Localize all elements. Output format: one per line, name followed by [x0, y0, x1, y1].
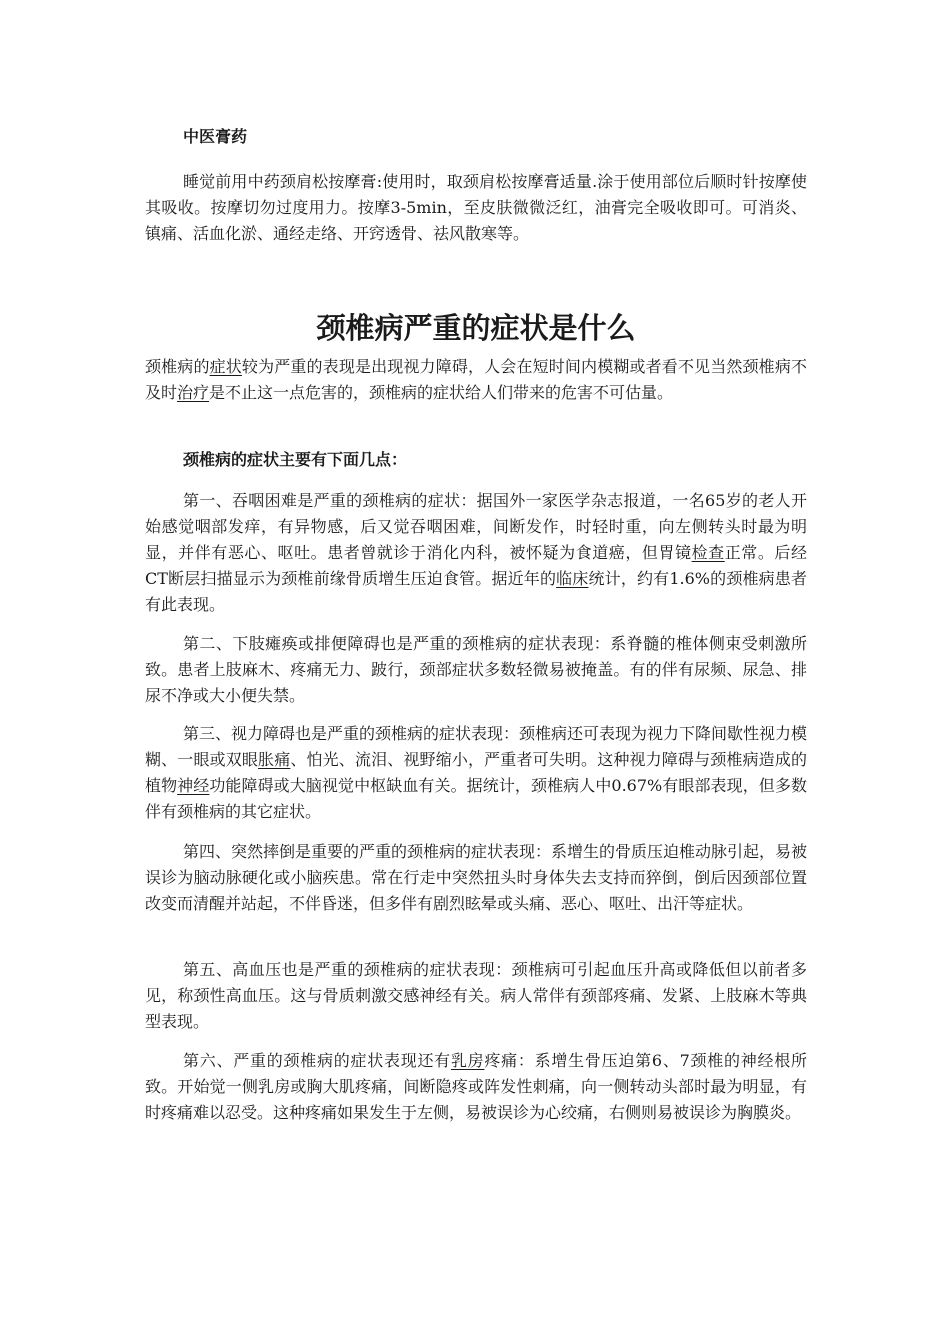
link-nerve[interactable]: 神经 [177, 776, 210, 795]
paragraph-intro [145, 354, 807, 406]
text-run: 是不止这一点危害的，颈椎病的症状给人们带来的危害不可估量。 [209, 383, 674, 402]
article-title: 颈椎病严重的症状是什么 [316, 311, 636, 345]
section-heading-tcm-ointment: 中医膏药 [183, 127, 248, 146]
text-run: 第三、视力障碍也是严重的颈椎病的症状表现：颈椎病还可表现为视力下降间歇性视力模糊、一眼或双眼 [145, 724, 808, 769]
link-distending-pain[interactable]: 胀痛 [258, 750, 291, 769]
paragraph-symptom-3 [145, 721, 807, 825]
link-examination[interactable]: 检查 [691, 543, 725, 562]
text-run: 、怕光、流泪、视野缩小，严重者可失明。这种视力障碍与颈椎病造成的植物 [145, 750, 807, 795]
text-run: 统计，约有1.6%的颈椎病患者有此表现。 [145, 569, 807, 614]
paragraph-symptom-1 [145, 488, 807, 618]
subheading-main-symptoms: 颈椎病的症状主要有下面几点： [183, 450, 408, 469]
paragraph-symptom-5: 第五、高血压也是严重的颈椎病的症状表现：颈椎病可引起血压升高或降低但以前者多见，称颈性高血压。这与骨质刺激交感神经有关。病人常伴有颈部疼痛、发紧、上肢麻木等典型表现。 [145, 960, 807, 1031]
text-run: 第一、吞咽困难是严重的颈椎病的症状：据国外一家医学杂志报道，一名65岁的老人开始感觉咽部发痒，有异物感，后又觉吞咽困难，间断发作，时轻时重，向左侧转头时最为明显，并伴有恶心、呕吐。患者曾就诊于消化内科，被怀疑为食道癌，但胃镜 [145, 491, 807, 562]
link-breast[interactable]: 乳房 [450, 1051, 485, 1070]
text-run: 疼痛：系增生骨压迫第6、7颈椎的神经根所致。开始觉一侧乳房或胸大肌疼痛，间断隐疼或阵发性刺痛，向一侧转动头部时最为明显，有时疼痛难以忍受。这种疼痛如果发生于左侧，易被误诊为心绞痛，右侧则易被误诊为胸膜炎。 [145, 1051, 807, 1122]
paragraph-symptom-6 [145, 1048, 807, 1126]
text-run: 第六、严重的颈椎病的症状表现还有 [183, 1051, 451, 1070]
link-treatment[interactable]: 治疗 [177, 383, 210, 402]
text-run: 正常。后经CT断层扫描显示为颈椎前缘骨质增生压迫食管。据近年的 [145, 543, 807, 588]
text-run: 颈椎病的 [145, 357, 210, 376]
paragraph-ointment-usage: 睡觉前用中药颈肩松按摩膏:使用时，取颈肩松按摩膏适量.涂于使用部位后顺时针按摩使其吸收。按摩切勿过度用力。按摩3-5min，至皮肤微微泛红，油膏完全吸收即可。可消炎、镇痛、活血化淤、通经走络、开窍透骨、祛风散寒等。 [145, 172, 807, 243]
link-clinical[interactable]: 临床 [556, 569, 589, 588]
text-run: 功能障碍或大脑视觉中枢缺血有关。据统计，颈椎病人中0.67%有眼部表现，但多数伴有颈椎病的其它症状。 [145, 776, 807, 821]
paragraph-symptom-4: 第四、突然摔倒是重要的严重的颈椎病的症状表现：系增生的骨质压迫椎动脉引起，易被误诊为脑动脉硬化或小脑疾患。常在行走中突然扭头时身体失去支持而猝倒，倒后因颈部位置改变而清醒并站起，不伴昏迷，但多伴有剧烈眩晕或头痛、恶心、呕吐、出汗等症状。 [145, 842, 808, 913]
link-symptoms[interactable]: 症状 [209, 357, 242, 376]
paragraph-symptom-2: 第二、下肢瘫痪或排便障碍也是严重的颈椎病的症状表现：系脊髓的椎体侧束受刺激所致。患者上肢麻木、疼痛无力、跛行，颈部症状多数轻微易被掩盖。有的伴有尿频、尿急、排尿不净或大小便失禁。 [145, 634, 807, 705]
text-run: 较为严重的表现是出现视力障碍，人会在短时间内模糊或者看不见当然颈椎病不及时 [145, 357, 807, 402]
